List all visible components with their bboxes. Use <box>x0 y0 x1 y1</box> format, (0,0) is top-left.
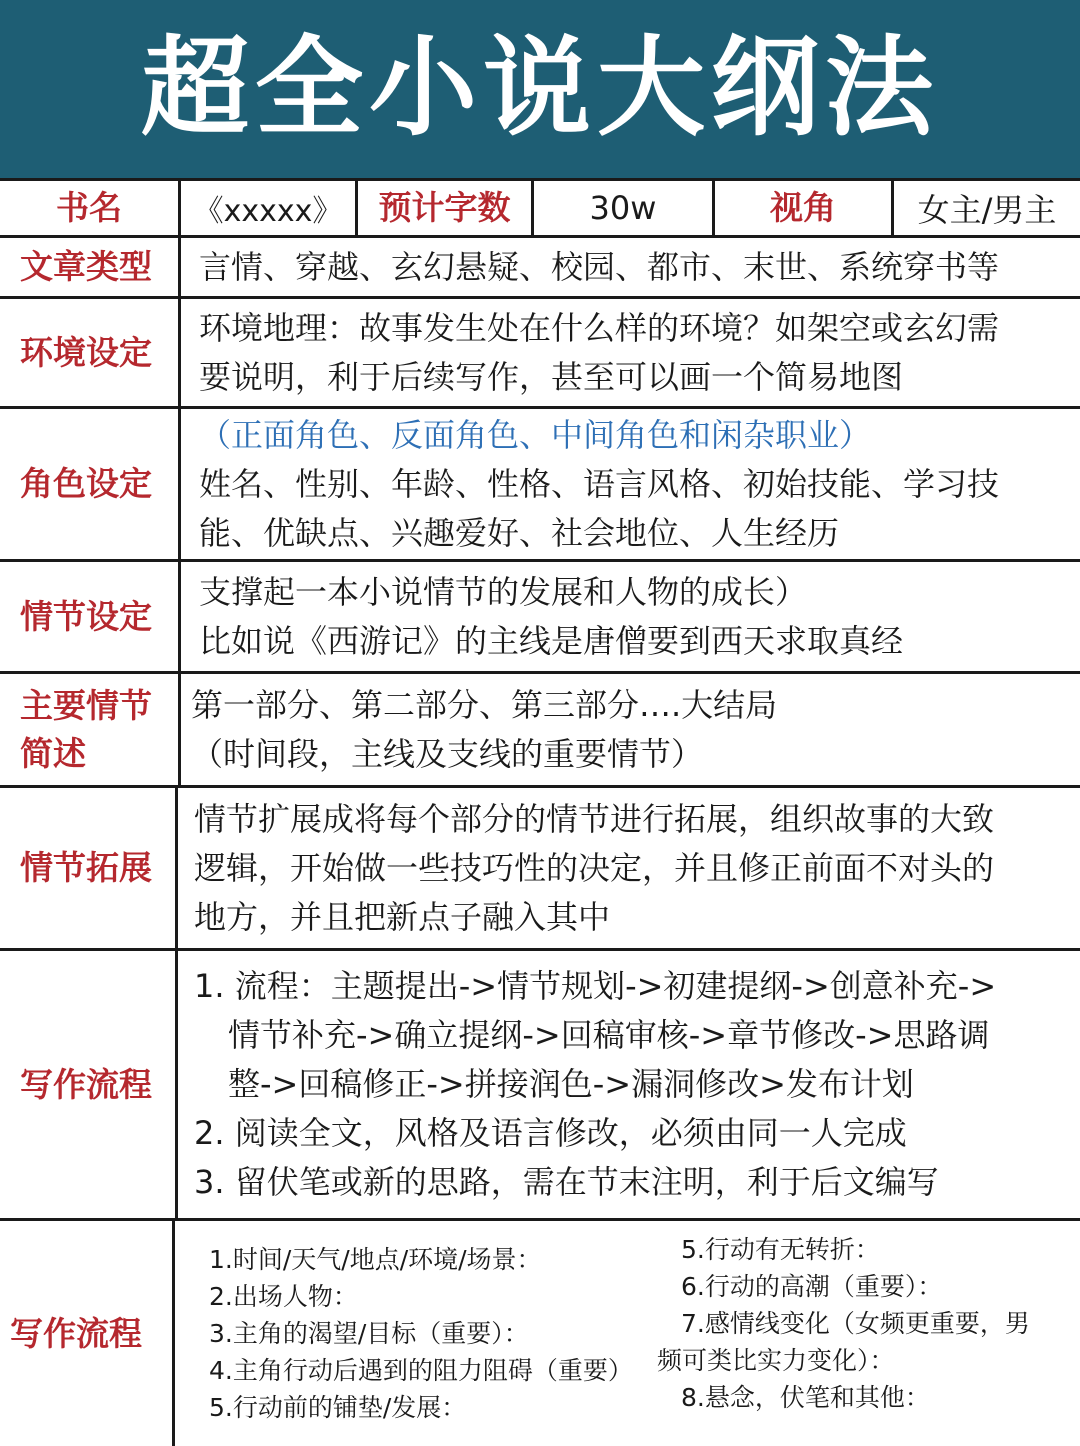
list-item: 3.主角的渴望/目标（重要）： <box>209 1319 529 1348</box>
writing-flow-line: 整->回稿修正->拼接润色->漏洞修改>发布计划 <box>228 1065 914 1103</box>
book-name-value-cell <box>181 181 355 235</box>
summary-label-line: 主要情节 <box>20 685 152 725</box>
outline-table <box>0 178 1080 1443</box>
list-item: 4.主角行动后遇到的阻力阻碍（重要） <box>209 1356 633 1385</box>
book-name-label: 书名 <box>56 188 122 228</box>
header-banner <box>0 0 1080 178</box>
roles-line: 能、优缺点、兴趣爱好、社会地位、人生经历 <box>199 513 840 552</box>
book-name-label-cell <box>0 181 178 235</box>
view-label-cell <box>715 181 891 235</box>
expansion-label: 情节拓展 <box>20 848 152 888</box>
list-item: 6.行动的高潮（重要）： <box>681 1272 943 1301</box>
row-genre <box>0 238 1080 299</box>
expansion-line: 地方，并且把新点子融入其中 <box>194 897 611 936</box>
word-count-value: 30w <box>589 189 657 227</box>
environment-line: 要说明，利于后续写作，甚至可以画一个简易地图 <box>199 357 904 396</box>
writing-flow-2-right-list <box>655 1231 1030 1416</box>
writing-flow-line: 情节补充->确立提纲->回稿审核->章节修改->思路调 <box>228 1016 990 1054</box>
environment-line: 环境地理：故事发生处在什么样的环境？如架空或玄幻需 <box>199 308 1000 347</box>
list-item: 5.行动有无转折： <box>681 1235 880 1264</box>
summary-line: （时间段，主线及支线的重要情节） <box>191 734 704 773</box>
writing-flow-line: 2. 阅读全文，风格及语言修改，必须由同一人完成 <box>194 1114 907 1152</box>
row-expansion <box>0 788 1080 951</box>
writing-flow-2-label: 写作流程 <box>10 1313 142 1353</box>
row-plot <box>0 562 1080 674</box>
row-writing-flow-2 <box>0 1221 1080 1446</box>
book-name-value: 《xxxxx》 <box>193 194 343 229</box>
word-count-label: 预计字数 <box>378 188 511 228</box>
summary-label <box>0 682 152 778</box>
list-item: 1.时间/天气/地点/环境/场景： <box>209 1245 542 1274</box>
roles-subtitle: （正面角色、反面角色、中间角色和闲杂职业） <box>199 415 872 454</box>
roles-line: 姓名、性别、年龄、性格、语言风格、初始技能、学习技 <box>199 464 1000 503</box>
list-item: 7.感情线变化（女频更重要，男 <box>681 1309 1030 1338</box>
expansion-content <box>178 795 1002 942</box>
list-item: 频可类比实力变化）： <box>657 1346 895 1375</box>
roles-label: 角色设定 <box>20 464 152 504</box>
row-writing-flow <box>0 951 1080 1221</box>
genre-content: 言情、穿越、玄幻悬疑、校园、都市、末世、系统穿书等 <box>199 247 1000 286</box>
writing-flow-content <box>178 962 1004 1207</box>
page-title: 超全小说大纲法 <box>140 26 939 151</box>
list-item: 2.出场人物： <box>209 1282 358 1311</box>
expansion-line: 情节扩展成将每个部分的情节进行拓展，组织故事的大致 <box>194 799 995 838</box>
plot-label: 情节设定 <box>20 596 152 636</box>
writing-flow-line: 1. 流程：主题提出->情节规划->初建提纲->创意补充-> <box>194 967 997 1005</box>
summary-content <box>181 681 785 779</box>
row-book-info <box>0 181 1080 238</box>
row-environment <box>0 299 1080 409</box>
writing-flow-line: 3. 留伏笔或新的思路，需在节末注明，利于后文编写 <box>194 1163 939 1201</box>
writing-flow-label: 写作流程 <box>20 1064 152 1104</box>
row-roles <box>0 409 1080 562</box>
row-summary <box>0 674 1080 788</box>
word-count-value-cell <box>534 181 712 235</box>
plot-content <box>181 568 911 666</box>
summary-line: 第一部分、第二部分、第三部分….大结局 <box>191 685 778 724</box>
view-label: 视角 <box>770 188 836 228</box>
expansion-line: 逻辑，开始做一些技巧性的决定，并且修正前面不对头的 <box>194 848 995 887</box>
view-value-cell <box>894 181 1080 235</box>
summary-label-line: 简述 <box>20 733 86 773</box>
plot-line: 比如说《西游记》的主线是唐僧要到西天求取真经 <box>199 621 904 660</box>
word-count-label-cell <box>358 181 531 235</box>
list-item: 8.悬念，伏笔和其他： <box>681 1383 930 1412</box>
environment-label: 环境设定 <box>20 332 152 372</box>
view-value: 女主/男主 <box>917 191 1057 229</box>
list-item: 5.行动前的铺垫/发展： <box>209 1393 467 1422</box>
plot-line: 支撑起一本小说情节的发展和人物的成长） <box>199 572 808 611</box>
writing-flow-2-left-list <box>175 1241 633 1426</box>
roles-content <box>181 411 1007 558</box>
environment-content <box>181 304 1007 402</box>
genre-label: 文章类型 <box>20 247 152 287</box>
